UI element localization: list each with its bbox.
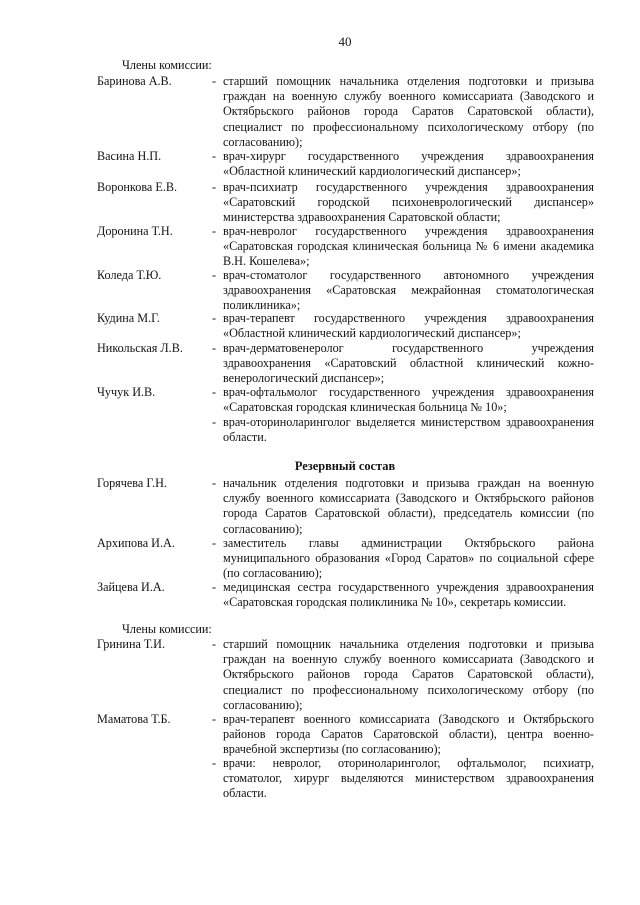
member-duty: - врач-оториноларинголог выделяется министерством здравоохранения области. [212,415,594,445]
member-duty: - врач-психиатр государственного учреждения здравоохранения «Саратовский городской психоневрологический диспансер» министерства здравоохранения Саратовской области; [212,180,594,225]
member-name: Баринова А.В. [97,74,172,88]
members-heading-1: Члены комиссии: [122,58,212,72]
member-name: Архипова И.А. [97,536,175,550]
member-name: Доронина Т.Н. [97,224,173,238]
member-duty: - врач-офтальмолог государственного учреждения здравоохранения «Саратовская городская клиническая больница № 10»; [212,385,594,415]
member-name: Горячева Г.Н. [97,476,167,490]
member-duty: - старший помощник начальника отделения подготовки и призыва граждан на военную службу военного комиссариата (Заводского и Октябрьского районов города Саратов Саратовской области), специалист по профессиональному психологическому отбору (по согласованию); [212,637,594,712]
member-duty: - врач-стоматолог государственного автономного учреждения здравоохранения «Саратовская межрайонная стоматологическая поликлиника»; [212,268,594,313]
page-number: 40 [338,34,352,49]
member-name: Кудина М.Г. [97,311,160,325]
member-duty: - врач-хирург государственного учреждения здравоохранения «Областной клинический кардиологический диспансер»; [212,149,594,179]
member-duty: - начальник отделения подготовки и призыва граждан на военную службу военного комиссариата (Заводского и Октябрьского районов города Саратов Саратовской области), председатель комиссии (по согласованию); [212,476,594,536]
member-name: Гринина Т.И. [97,637,166,651]
member-name: Васина Н.П. [97,149,162,163]
member-name: Никольская Л.В. [97,341,183,355]
member-duty: - старший помощник начальника отделения подготовки и призыва граждан на военную службу военного комиссариата (Заводского и Октябрьского районов города Саратов Саратовской области), специалист по профессиональному психологическому отбору (по согласованию); [212,74,594,149]
member-duty: - врач-терапевт государственного учреждения здравоохранения «Областной клинический кардиологический диспансер»; [212,311,594,341]
member-name: Чучук И.В. [97,385,156,399]
member-duty: - медицинская сестра государственного учреждения здравоохранения «Саратовская городская поликлиника № 10», секретарь комиссии. [212,580,594,610]
member-duty: - заместитель главы администрации Октябрьского района муниципального образования «Город Саратов» по социальной сфере (по согласованию); [212,536,594,581]
member-duty: - врач-невролог государственного учреждения здравоохранения «Саратовская городская клиническая больница № 6 имени академика В.Н. Кошелева»; [212,224,594,269]
member-duty: - врач-дерматовенеролог государственного учреждения здравоохранения «Саратовский областной клинический кожно-венерологический диспансер»; [212,341,594,386]
member-name: Воронкова Е.В. [97,180,178,194]
member-name: Маматова Т.Б. [97,712,171,726]
member-duty: - врачи: невролог, оториноларинголог, офтальмолог, психиатр, стоматолог, хирург выделяются министерством здравоохранения области. [212,756,594,801]
reserve-heading: Резервный состав [294,459,396,473]
member-duty: - врач-терапевт военного комиссариата (Заводского и Октябрьского районов города Саратов Саратовской области), центра военно-врачебной экспертизы (по согласованию); [212,712,594,757]
member-name: Коледа Т.Ю. [97,268,162,282]
member-name: Зайцева И.А. [97,580,165,594]
members-heading-2: Члены комиссии: [122,622,212,636]
